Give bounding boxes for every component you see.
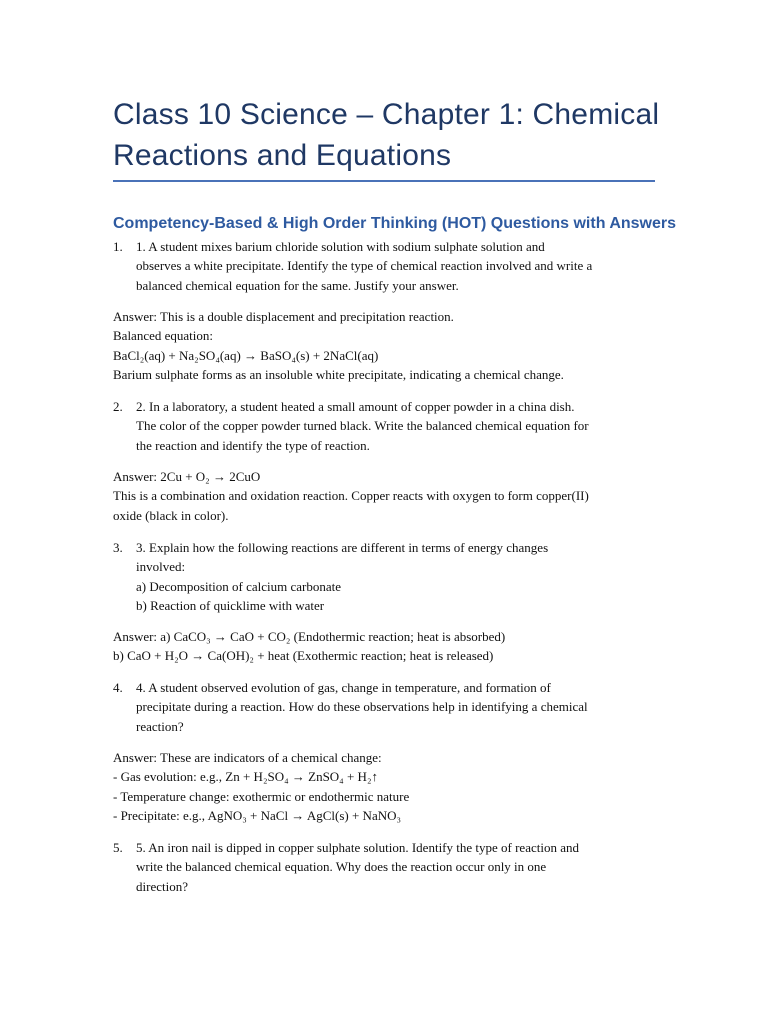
question-3 bbox=[113, 538, 658, 616]
answer-text-line: Answer: 2Cu + O₂ → 2CuO bbox=[113, 469, 261, 484]
question-text-line: 4. A student observed evolution of gas, change in temperature, and formation of bbox=[136, 680, 551, 695]
question-2 bbox=[113, 397, 658, 455]
answer-3 bbox=[113, 627, 658, 666]
question-number: 4. bbox=[113, 680, 123, 695]
question-text-line: observes a white precipitate. Identify the type of chemical reaction involved and write a bbox=[136, 258, 593, 274]
title-line-1: Class 10 Science – Chapter 1: Chemical bbox=[113, 98, 660, 131]
question-4 bbox=[113, 678, 658, 736]
answer-text-line: Barium sulphate forms as an insoluble white precipitate, indicating a chemical change. bbox=[113, 367, 564, 383]
answer-text-line: Answer: a) CaCO₃ → CaO + CO₂ (Endothermic reaction; heat is absorbed) bbox=[113, 629, 506, 644]
answer-text-line: BaCl₂(aq) + Na₂SO₄(aq) → BaSO₄(s) + 2NaCl(aq) bbox=[113, 347, 379, 363]
question-text-line: b) Reaction of quicklime with water bbox=[136, 598, 325, 614]
title-line-2: Reactions and Equations bbox=[113, 139, 452, 172]
answer-text-line: - Temperature change: exothermic or endothermic nature bbox=[113, 788, 410, 804]
answer-2 bbox=[113, 467, 658, 525]
question-text-line: write the balanced chemical equation. Why does the reaction occur only in one bbox=[136, 859, 547, 875]
answer-text-line: oxide (black in color). bbox=[113, 507, 229, 523]
question-text-line: a) Decomposition of calcium carbonate bbox=[136, 578, 342, 594]
answer-text-line: Balanced equation: bbox=[113, 328, 213, 344]
question-text-line: 3. Explain how the following reactions are different in terms of energy changes bbox=[136, 540, 549, 555]
question-text-line: 5. An iron nail is dipped in copper sulphate solution. Identify the type of reaction and bbox=[136, 840, 579, 855]
question-text-line: direction? bbox=[136, 878, 188, 894]
question-number: 2. bbox=[113, 399, 123, 414]
answer-1 bbox=[113, 307, 658, 385]
question-text-line: 2. In a laboratory, a student heated a small amount of copper powder in a china dish. bbox=[136, 399, 575, 414]
question-text-line: involved: bbox=[136, 559, 186, 575]
answer-text-line: - Gas evolution: e.g., Zn + H₂SO₄ → ZnSO₄ + H₂↑ bbox=[113, 769, 378, 785]
question-number: 5. bbox=[113, 840, 123, 855]
answer-text-line: b) CaO + H₂O → Ca(OH)₂ + heat (Exothermic reaction; heat is released) bbox=[113, 648, 494, 664]
answer-text-line: This is a combination and oxidation reaction. Copper reacts with oxygen to form copper(II) bbox=[113, 488, 589, 504]
answer-4 bbox=[113, 748, 658, 826]
question-number: 3. bbox=[113, 540, 123, 555]
question-number: 1. bbox=[113, 239, 123, 254]
answer-text-line: Answer: These are indicators of a chemical change: bbox=[113, 750, 382, 765]
answer-text-line: Answer: This is a double displacement and precipitation reaction. bbox=[113, 309, 454, 324]
document-title bbox=[113, 94, 673, 176]
question-text-line: reaction? bbox=[136, 718, 184, 734]
question-text-line: balanced chemical equation for the same. Justify your answer. bbox=[136, 277, 459, 293]
question-text-line: 1. A student mixes barium chloride solution with sodium sulphate solution and bbox=[136, 239, 545, 254]
title-underline bbox=[113, 180, 655, 182]
question-text-line: The color of the copper powder turned black. Write the balanced chemical equation for bbox=[136, 418, 589, 434]
question-text-line: precipitate during a reaction. How do these observations help in identifying a chemical bbox=[136, 699, 588, 715]
question-5 bbox=[113, 838, 658, 896]
section-heading: Competency-Based & High Order Thinking (HOT) Questions with Answers bbox=[113, 215, 677, 232]
question-text-line: the reaction and identify the type of reaction. bbox=[136, 437, 370, 453]
answer-text-line: - Precipitate: e.g., AgNO₃ + NaCl → AgCl(s) + NaNO₃ bbox=[113, 808, 402, 824]
question-1 bbox=[113, 237, 658, 295]
